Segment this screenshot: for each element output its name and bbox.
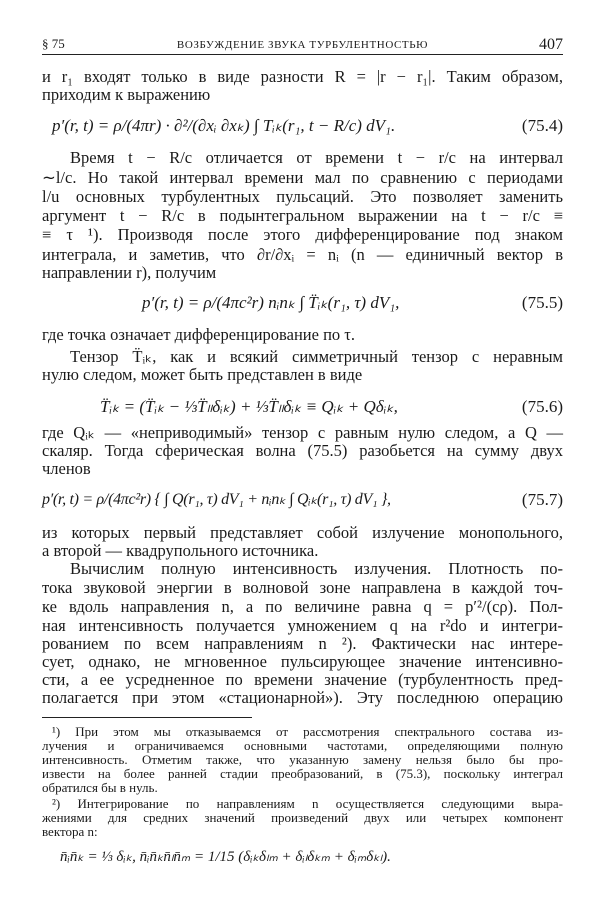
footnote-line: лучения и ограничиваемся основными частотами, определяющими полную — [42, 738, 563, 753]
equation-formula: T̈ᵢₖ = (T̈ᵢₖ − ⅓T̈ₗₗδᵢₖ) + ⅓T̈ₗₗδᵢₖ ≡ Qᵢₖ + Qδᵢₖ, — [100, 397, 398, 416]
footnote-line: вектора n: — [42, 824, 98, 839]
equation-75-5 — [42, 292, 563, 314]
equation-formula: p′(r, t) = ρ/(4πc²r) nᵢnₖ ∫ T̈ᵢₖ(r₁, τ) dV₁, — [142, 293, 400, 312]
footnote-line: ²) Интегрирование по направлениям n осуществляется следующими выра- — [52, 796, 563, 811]
footnote-line: жениями для средних значений произведений двух или четырех компонент — [42, 810, 563, 825]
page-number: 407 — [539, 36, 563, 53]
text-line: приходим к выражению — [42, 85, 211, 104]
text-line: Вычислим полную интенсивность излучения. Плотность по- — [70, 559, 563, 578]
text-line: l/u основных турбулентных пульсаций. Это позволяет заменить — [42, 187, 563, 206]
text-line: а второй — квадрупольного источника. — [42, 541, 319, 560]
text-line: Время t − R/c отличается от времени t − r/c на интервал — [70, 148, 563, 167]
text-line: полагается при этом «стационарной»). Эту последнюю операцию — [42, 688, 563, 707]
text-line: тока звуковой энергии в волновой зоне направлена в каждой точ- — [42, 578, 563, 597]
equation-75-7 — [42, 489, 563, 511]
text-line: ная интенсивность получается умножением q на r²do и интегри- — [42, 616, 563, 635]
footnote-line: извести на более ранней стадии преобразований, в (75.3), поскольку интеграл — [42, 766, 563, 781]
section-number: § 75 — [42, 36, 65, 51]
text-line: рованием по всем направлениям n ²). Фактически нас интере- — [42, 634, 563, 653]
equation-75-4 — [42, 115, 563, 137]
text-line: сти, а ее усредненное по времени значение (турбулентность пред- — [42, 670, 563, 689]
footnote-formula: n̄ᵢn̄ₖ = ⅓ δᵢₖ, n̄ᵢn̄ₖn̄ₗn̄ₘ = 1/15 (δᵢₖδₗₘ + δᵢₗδₖₘ + δᵢₘδₖₗ). — [60, 849, 391, 865]
text-line: интеграла, и заметив, что ∂r/∂xᵢ = nᵢ (n — единичный вектор в — [42, 245, 563, 264]
equation-number: (75.5) — [521, 293, 563, 312]
text-line: и r₁ входят только в виде разности R = |r − r₁|. Таким образом, — [42, 67, 563, 86]
footnote-line: обратился бы в нуль. — [42, 780, 158, 795]
equation-number: (75.7) — [521, 490, 563, 509]
text-line: направлении r), получим — [42, 263, 217, 282]
footnote-line: ¹) При этом мы отказываемся от рассмотрения спектрального состава из- — [52, 724, 563, 739]
text-line: аргумент t − R/c в подынтегральном выражении на t − r/c ≡ — [42, 206, 563, 225]
equation-75-6 — [42, 396, 563, 418]
text-line: из которых первый представляет собой излучение монопольного, — [42, 523, 563, 542]
equation-number: (75.6) — [521, 397, 563, 416]
equation-formula: p′(r, t) = ρ/(4πr) · ∂²/(∂xᵢ ∂xₖ) ∫ Tᵢₖ(r₁, t − R/c) dV₁. — [52, 116, 396, 135]
text-line: Тензор T̈ᵢₖ, как и всякий симметричный тензор с неравным — [70, 347, 563, 366]
footnote-line: интенсивность. Отметим также, что указанную замену нельзя было бы про- — [42, 752, 563, 767]
running-header — [42, 34, 563, 55]
equation-number: (75.4) — [521, 116, 563, 135]
running-title: ВОЗБУЖДЕНИЕ ЗВУКА ТУРБУЛЕНТНОСТЬЮ — [176, 39, 429, 51]
text-line: сует, однако, не мгновенное пульсирующее значение интенсивно- — [42, 652, 563, 671]
text-line: ∼l/c. Но такой интервал времени мал по сравнению с периодами — [42, 168, 563, 187]
footnote-separator — [42, 717, 252, 718]
text-line: нулю следом, может быть представлен в виде — [42, 365, 363, 384]
text-line: где Qᵢₖ — «неприводимый» тензор с равным нулю следом, а Q — — [42, 423, 563, 442]
text-line: скаляр. Тогда сферическая волна (75.5) разобьется на сумму двух — [42, 441, 563, 460]
text-line: ке вдоль направления n, а по величине равна q = p′²/(cρ). Пол- — [42, 597, 563, 616]
text-line: ≡ τ ¹). Производя после этого дифференцирование под знаком — [42, 225, 563, 244]
text-line: членов — [42, 459, 91, 478]
text-line: где точка означает дифференцирование по τ. — [42, 325, 356, 344]
equation-formula: p′(r, t) = ρ/(4πc²r) { ∫ Q(r₁, τ) dV₁ + nᵢnₖ ∫ Qᵢₖ(r₁, τ) dV₁ }, — [42, 491, 391, 508]
